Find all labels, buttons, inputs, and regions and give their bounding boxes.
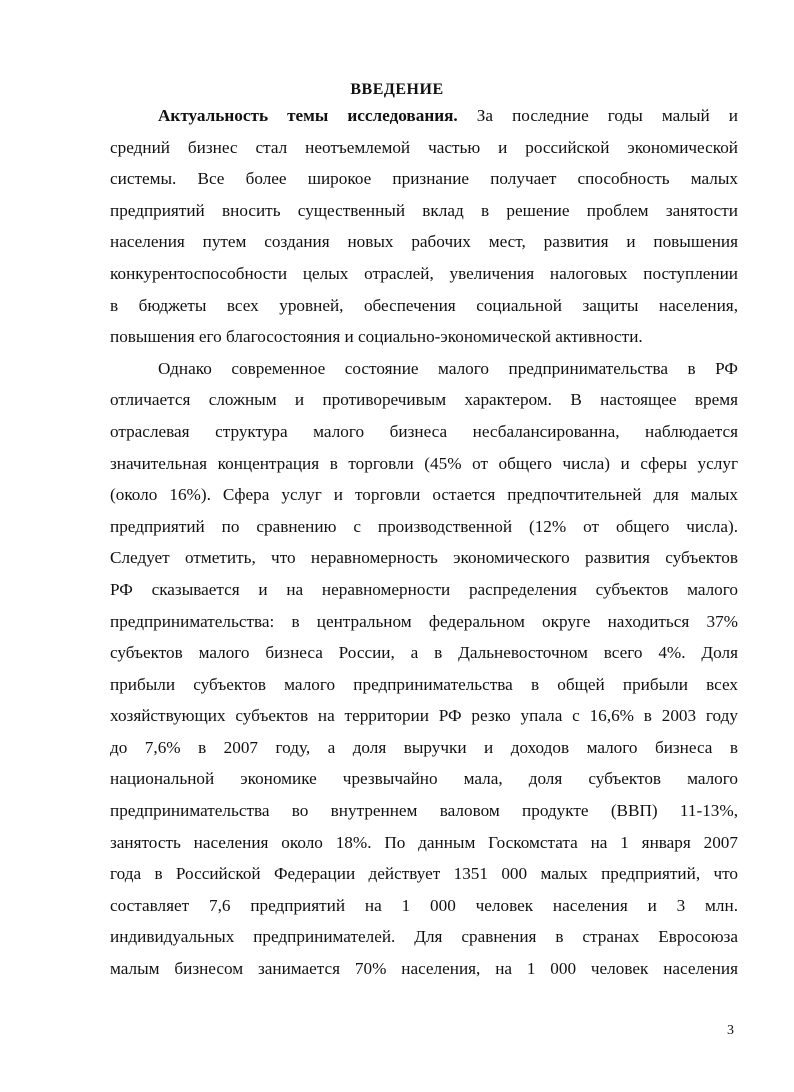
text-line: в бюджеты всех уровней, обеспечения социальной защиты населения,: [110, 295, 738, 315]
text-line: прибыли субъектов малого предпринимательства в общей прибыли всех: [110, 674, 738, 694]
text-line: до 7,6% в 2007 году, а доля выручки и доходов малого бизнеса в: [110, 737, 738, 757]
text-line: Следует отметить, что неравномерность экономического развития субъектов: [110, 548, 738, 568]
page-number: 3: [727, 1023, 734, 1038]
text-line: Однако современное состояние малого предпринимательства в РФ: [158, 358, 738, 378]
paragraph-relevance: [110, 100, 738, 353]
text-line: индивидуальных предпринимателей. Для сравнения в странах Евросоюза: [110, 927, 738, 947]
text-line: предпринимательства: в центральном федеральном округе находиться 37%: [110, 611, 738, 631]
text-line-content: За последние годы малый и: [457, 106, 738, 125]
text-line: национальной экономике чрезвычайно мала, доля субъектов малого: [110, 769, 738, 789]
text-line: предприятий вносить существенный вклад в решение проблем занятости: [110, 200, 738, 220]
text-line: (около 16%). Сфера услуг и торговли остается предпочтительней для малых: [110, 485, 738, 505]
text-line: системы. Все более широкое признание получает способность малых: [110, 169, 738, 189]
text-line: отраслевая структура малого бизнеса несбалансированна, наблюдается: [110, 421, 738, 441]
text-line: хозяйствующих субъектов на территории РФ резко упала с 16,6% в 2003 году: [110, 706, 738, 726]
text-line: повышения его благосостояния и социально-экономической активности.: [110, 327, 643, 347]
text-line: значительная концентрация в торговли (45% от общего числа) и сферы услуг: [110, 453, 738, 473]
text-line: средний бизнес стал неотъемлемой частью и российской экономической: [110, 137, 738, 157]
text-line: [110, 100, 738, 132]
text-line: отличается сложным и противоречивым характером. В настоящее время: [110, 390, 738, 410]
paragraph-current-state: [110, 353, 738, 985]
text-line: малым бизнесом занимается 70% населения, на 1 000 человек населения: [110, 959, 738, 979]
text-line: составляет 7,6 предприятий на 1 000 человек населения и 3 млн.: [110, 895, 738, 915]
page-heading: ВВЕДЕНИЕ: [350, 81, 444, 98]
text-line: года в Российской Федерации действует 1351 000 малых предприятий, что: [110, 864, 738, 884]
text-line: субъектов малого бизнеса России, а в Дальневосточном всего 4%. Доля: [110, 643, 738, 663]
text-line: занятость населения около 18%. По данным Госкомстата на 1 января 2007: [110, 832, 738, 852]
text-line: предпринимательства во внутреннем валовом продукте (ВВП) 11-13%,: [110, 801, 738, 821]
body-text: [110, 100, 738, 985]
paragraph-lead: Актуальность темы исследования.: [158, 106, 458, 125]
text-line: конкурентоспособности целых отраслей, увеличения налоговых поступлении: [110, 263, 738, 283]
text-line: предприятий по сравнению с производственной (12% от общего числа).: [110, 516, 738, 536]
text-line: населения путем создания новых рабочих мест, развития и повышения: [110, 232, 738, 252]
text-line: РФ сказывается и на неравномерности распределения субъектов малого: [110, 579, 738, 599]
